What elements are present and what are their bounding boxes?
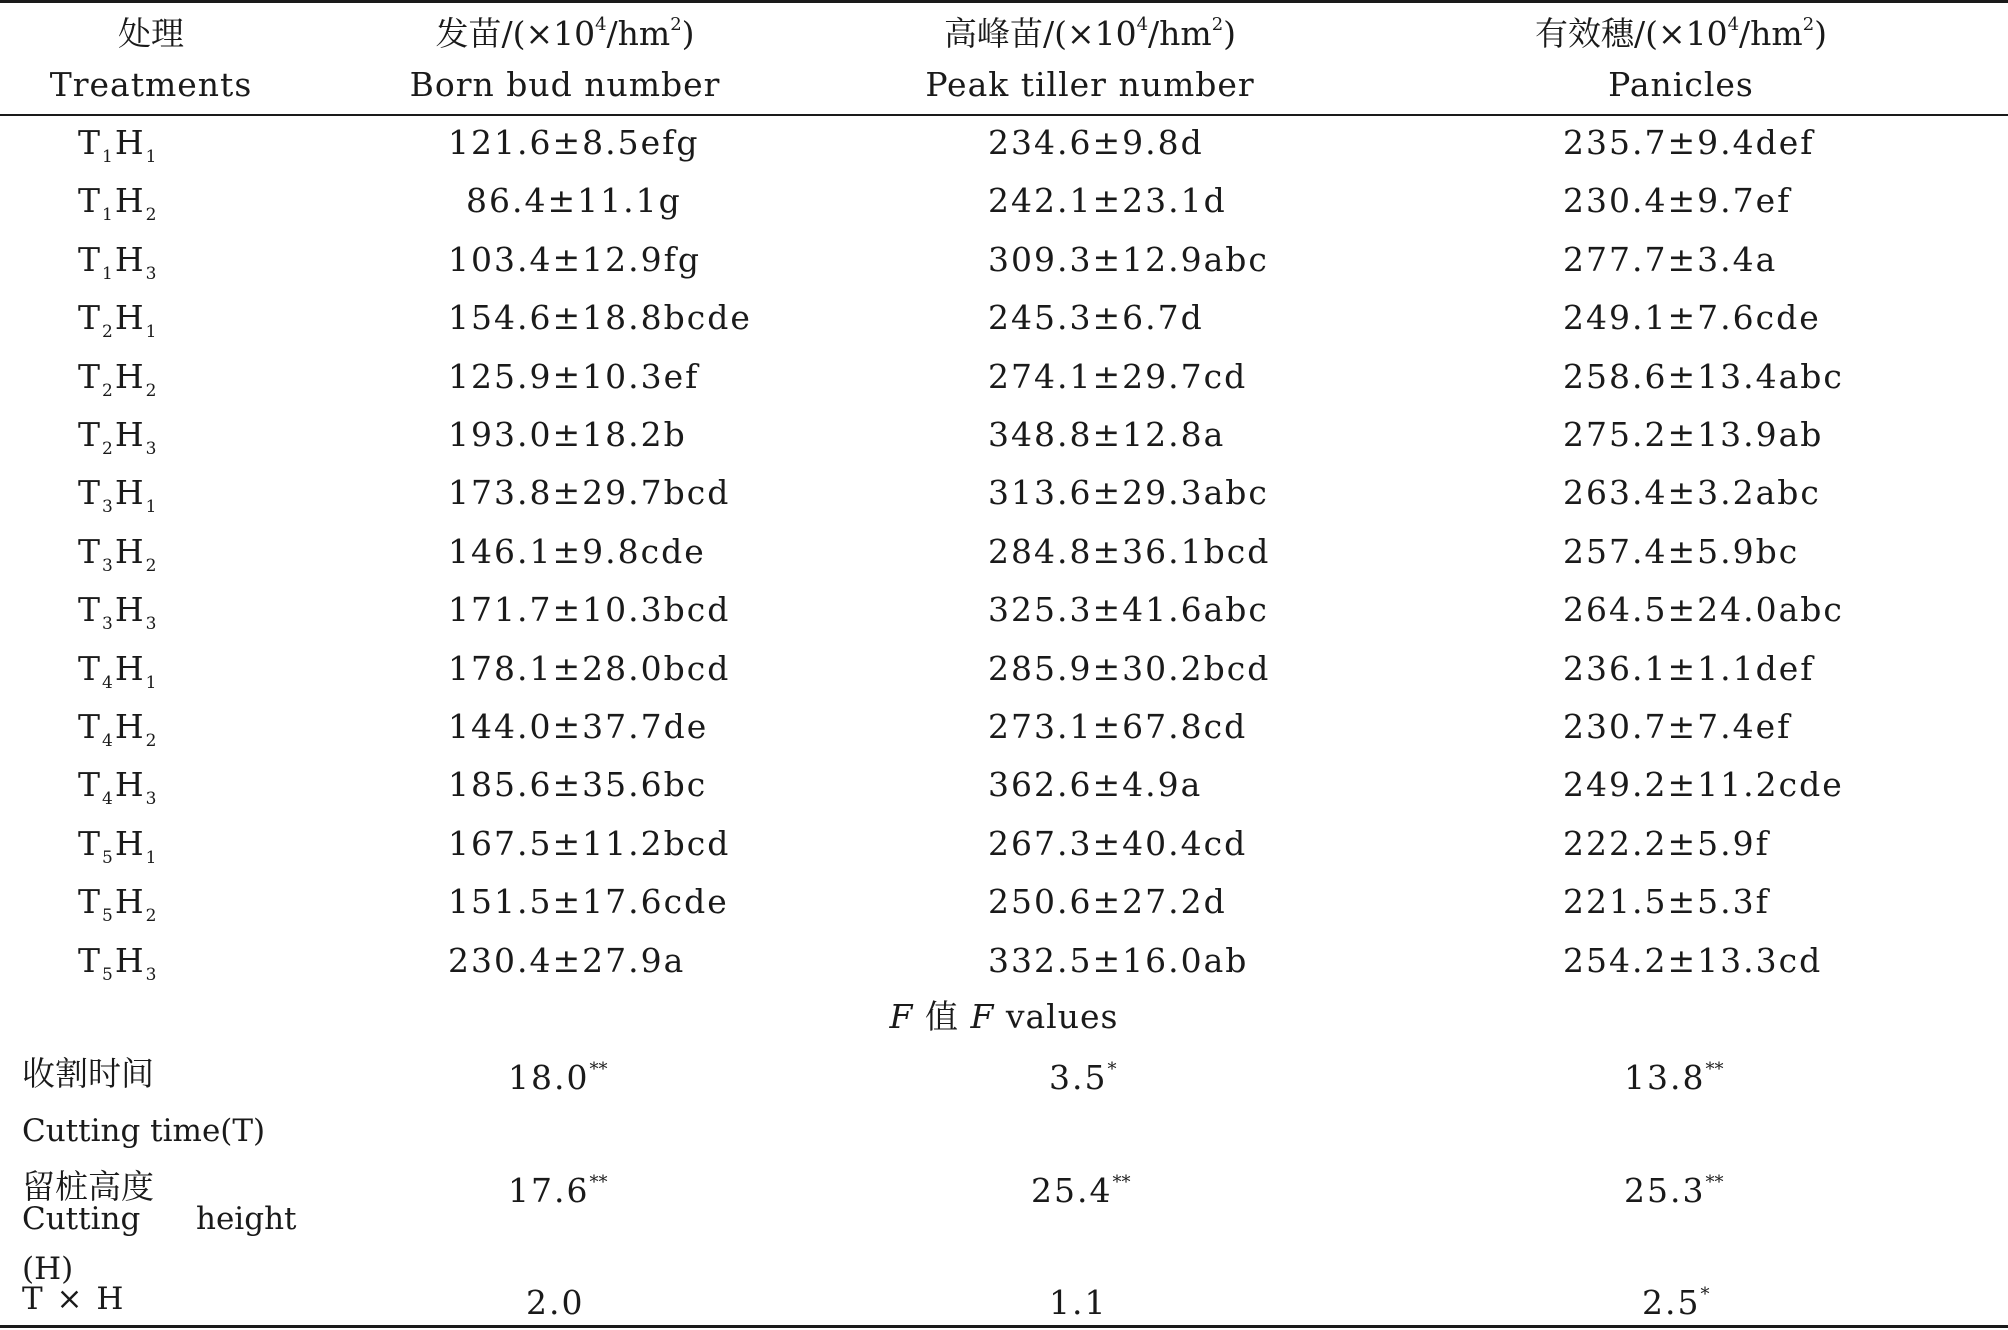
cell-panicles: 263.4±3.2abc (1563, 473, 1821, 512)
cell-born-bud: 121.6±8.5efg (448, 123, 700, 162)
treatment-label: $T_1H_1$ (78, 123, 159, 167)
cell-born-bud: 151.5±17.6cde (448, 882, 729, 921)
cell-panicles: 230.7±7.4ef (1563, 707, 1792, 746)
header-peak-tiller-en: Peak tiller number (925, 65, 1255, 104)
treatment-label: $T_3H_2$ (78, 532, 159, 576)
header-born-bud-cn: 发苗$/(\times 10^4/hm^2)$ (435, 14, 695, 53)
cell-panicles: 235.7±9.4def (1563, 123, 1815, 162)
header-rule (0, 114, 2008, 116)
cell-born-bud: 171.7±10.3bcd (448, 590, 731, 629)
cell-panicles: 236.1±1.1def (1563, 649, 1815, 688)
header-treatments-cn: 处理 (118, 14, 184, 53)
cell-peak-tiller: 285.9±30.2bcd (988, 649, 1271, 688)
cell-panicles: 275.2±13.9ab (1563, 415, 1824, 454)
treatment-label: $T_4H_2$ (78, 707, 159, 751)
fvalue-interaction-panicles: 2.5* (1642, 1283, 1710, 1322)
cell-born-bud: 146.1±9.8cde (448, 532, 706, 571)
cell-peak-tiller: 332.5±16.0ab (988, 941, 1249, 980)
cell-panicles: 230.4±9.7ef (1563, 181, 1792, 220)
treatment-label: $T_3H_3$ (78, 590, 159, 634)
cell-panicles: 258.6±13.4abc (1563, 357, 1844, 396)
header-panicles-cn: 有效穗$/(\times 10^4/hm^2)$ (1534, 14, 1828, 53)
cell-born-bud: 230.4±27.9a (448, 941, 686, 980)
cell-peak-tiller: 242.1±23.1d (988, 181, 1227, 220)
cell-peak-tiller: 284.8±36.1bcd (988, 532, 1271, 571)
cell-born-bud: 125.9±10.3ef (448, 357, 700, 396)
header-panicles-en: Panicles (1608, 65, 1754, 104)
cell-peak-tiller: 274.1±29.7cd (988, 357, 1248, 396)
treatment-label: $T_4H_3$ (78, 765, 159, 809)
cell-born-bud: 185.6±35.6bc (448, 765, 708, 804)
treatment-label: $T_1H_3$ (78, 240, 159, 284)
cell-peak-tiller: 325.3±41.6abc (988, 590, 1269, 629)
cell-peak-tiller: 348.8±12.8a (988, 415, 1226, 454)
treatment-label: $T_1H_2$ (78, 181, 159, 225)
fvalue-cutting-height-peak: 25.4** (1031, 1171, 1131, 1210)
cell-panicles: 221.5±5.3f (1563, 882, 1770, 921)
fvalues-heading: F 值 F values (889, 997, 1119, 1036)
fvalue-cutting-time-born: 18.0** (508, 1058, 608, 1097)
header-treatments-en: Treatments (49, 65, 253, 104)
fvalue-label-interaction: T × H (22, 1281, 126, 1317)
cell-peak-tiller: 234.6±9.8d (988, 123, 1204, 162)
cell-born-bud: 173.8±29.7bcd (448, 473, 731, 512)
treatment-label: $T_2H_2$ (78, 357, 159, 401)
fvalue-label-cutting-height-cn: 留桩高度 (22, 1167, 154, 1206)
fvalue-cutting-height-panicles: 25.3** (1624, 1171, 1724, 1210)
fvalue-label-cutting-time-cn: 收割时间 (22, 1054, 154, 1093)
fvalue-label-cutting-height-en1: Cutting (22, 1201, 141, 1237)
treatment-label: $T_2H_1$ (78, 298, 159, 342)
cell-panicles: 249.2±11.2cde (1563, 765, 1844, 804)
cell-panicles: 222.2±5.9f (1563, 824, 1770, 863)
cell-peak-tiller: 250.6±27.2d (988, 882, 1227, 921)
cell-peak-tiller: 273.1±67.8cd (988, 707, 1248, 746)
fvalue-label-cutting-height-en2: height (196, 1201, 297, 1237)
cell-peak-tiller: 309.3±12.9abc (988, 240, 1269, 279)
fvalue-interaction-peak: 1.1 (1049, 1283, 1108, 1322)
cell-panicles: 257.4±5.9bc (1563, 532, 1800, 571)
treatment-label: $T_3H_1$ (78, 473, 159, 517)
header-born-bud-en: Born bud number (409, 65, 721, 104)
cell-peak-tiller: 362.6±4.9a (988, 765, 1203, 804)
cell-panicles: 254.2±13.3cd (1563, 941, 1823, 980)
cell-peak-tiller: 313.6±29.3abc (988, 473, 1269, 512)
cell-peak-tiller: 245.3±6.7d (988, 298, 1204, 337)
cell-born-bud: 86.4±11.1g (466, 181, 682, 220)
fvalue-cutting-height-born: 17.6** (508, 1171, 608, 1210)
fvalue-cutting-time-panicles: 13.8** (1624, 1058, 1724, 1097)
cell-panicles: 264.5±24.0abc (1563, 590, 1844, 629)
cell-born-bud: 178.1±28.0bcd (448, 649, 731, 688)
cell-panicles: 249.1±7.6cde (1563, 298, 1821, 337)
fvalue-cutting-time-peak: 3.5* (1049, 1058, 1117, 1097)
treatment-label: $T_2H_3$ (78, 415, 159, 459)
cell-panicles: 277.7±3.4a (1563, 240, 1778, 279)
cell-peak-tiller: 267.3±40.4cd (988, 824, 1248, 863)
cell-born-bud: 167.5±11.2bcd (448, 824, 731, 863)
treatment-label: $T_5H_2$ (78, 882, 159, 926)
treatment-label: $T_4H_1$ (78, 649, 159, 693)
cell-born-bud: 193.0±18.2b (448, 415, 687, 454)
header-peak-tiller-cn: 高峰苗$/(\times 10^4/hm^2)$ (943, 14, 1237, 53)
fvalue-interaction-born: 2.0 (526, 1283, 585, 1322)
bottom-rule (0, 1325, 2008, 1328)
cell-born-bud: 103.4±12.9fg (448, 240, 701, 279)
cell-born-bud: 154.6±18.8bcde (448, 298, 752, 337)
fvalue-label-cutting-time-en: Cutting time(T) (22, 1113, 266, 1149)
fvalue-label-cutting-height-en3: (H) (22, 1251, 74, 1287)
treatment-label: $T_5H_1$ (78, 824, 159, 868)
cell-born-bud: 144.0±37.7de (448, 707, 709, 746)
treatment-label: $T_5H_3$ (78, 941, 159, 985)
top-rule (0, 0, 2008, 3)
